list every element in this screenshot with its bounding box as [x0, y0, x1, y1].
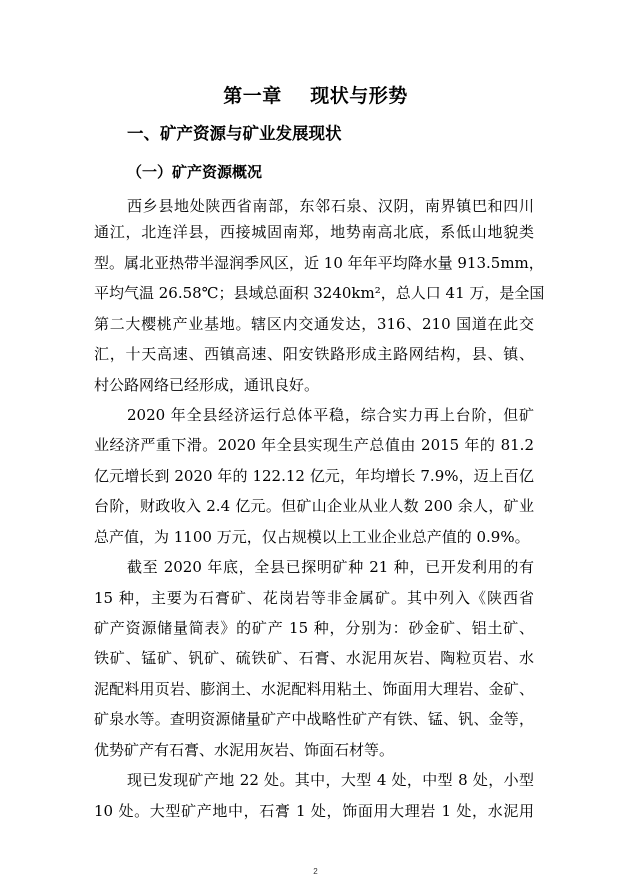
paragraph-line: 矿产资源储量简表》的矿产 15 种，分别为：砂金矿、铝土矿、 — [94, 619, 534, 637]
paragraph-line: 15 种，主要为石膏矿、花岗岩等非金属矿。其中列入《陕西省 — [94, 589, 534, 607]
paragraph-line: 村公路网络已经形成，通讯良好。 — [94, 376, 320, 394]
section-title: 一、矿产资源与矿业发展现状 — [127, 124, 342, 143]
paragraph-line: 矿泉水等。查明资源储量矿产中战略性矿产有铁、锰、钒、金等， — [94, 710, 534, 728]
paragraph-line: 台阶，财政收入 2.4 亿元。但矿山企业从业人数 200 余人，矿业 — [94, 497, 534, 515]
paragraph-line: 10 处。大型矿产地中，石膏 1 处，饰面用大理岩 1 处，水泥用 — [94, 802, 534, 820]
paragraph-line: 第二大樱桃产业基地。辖区内交通发达，316、210 国道在此交 — [94, 315, 534, 333]
paragraph-line: 2020 年全县经济运行总体平稳，综合实力再上台阶，但矿 — [127, 406, 534, 424]
paragraph-line: 优势矿产有石膏、水泥用灰岩、饰面石材等。 — [94, 741, 395, 759]
paragraph-line: 西乡县地处陕西省南部，东邻石泉、汉阴，南界镇巴和四川 — [127, 197, 534, 215]
paragraph-line: 通江，北连洋县，西接城固南郑，地势南高北底，系低山地貌类 — [94, 223, 534, 241]
paragraph-line: 现已发现矿产地 22 处。其中，大型 4 处，中型 8 处，小型 — [127, 771, 534, 789]
paragraph-line: 业经济严重下滑。2020 年全县实现生产总值由 2015 年的 81.2 — [94, 436, 534, 454]
subsection-title: （一）矿产资源概况 — [127, 163, 263, 181]
chapter-title: 第一章 现状与形势 — [223, 85, 408, 107]
paragraph-line: 总产值，为 1100 万元，仅占规模以上工业企业总产值的 0.9%。 — [94, 528, 530, 546]
paragraph-line: 型。属北亚热带半湿润季风区，近 10 年年平均降水量 913.5mm， — [94, 254, 544, 272]
paragraph-line: 汇，十天高速、西镇高速、阳安铁路形成主路网结构，县、镇、 — [94, 345, 534, 363]
paragraph-line: 泥配料用页岩、膨润土、水泥配料用粘土、饰面用大理岩、金矿、 — [94, 680, 534, 698]
paragraph-line: 亿元增长到 2020 年的 122.12 亿元，年均增长 7.9%，迈上百亿 — [94, 467, 534, 485]
paragraph-line: 铁矿、锰矿、钒矿、硫铁矿、石膏、水泥用灰岩、陶粒页岩、水 — [94, 649, 534, 667]
paragraph-line: 截至 2020 年底，全县已探明矿种 21 种，已开发利用的有 — [127, 558, 534, 576]
paragraph-line: 平均气温 26.58℃；县域总面积 3240km²，总人口 41 万，是全国 — [94, 284, 545, 302]
page-number: 2 — [313, 867, 318, 876]
